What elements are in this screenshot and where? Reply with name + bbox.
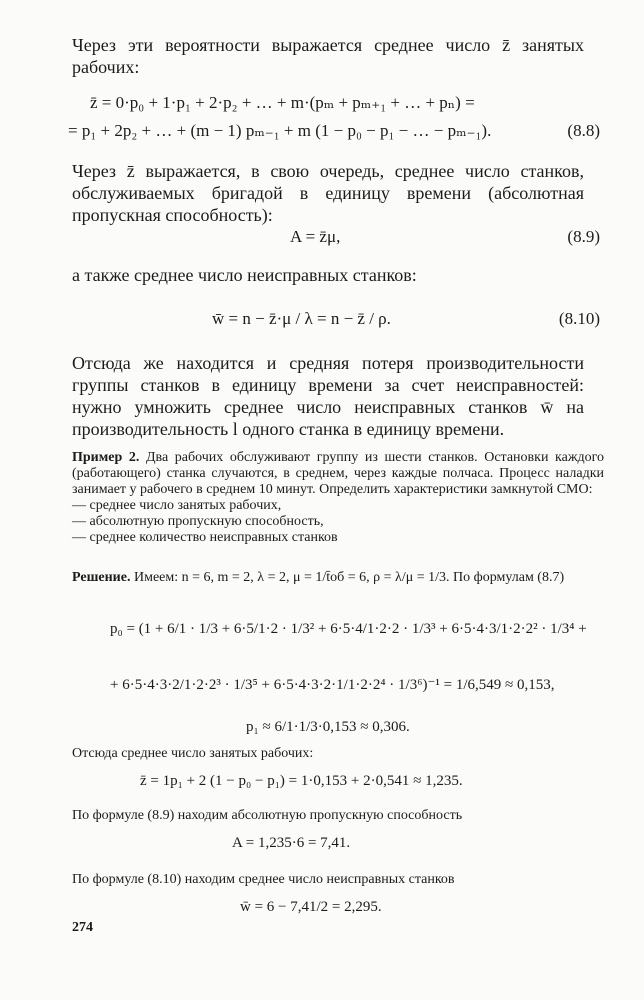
example-label: Пример 2. bbox=[72, 450, 140, 465]
formula-p0-line-2: + 6·5·4·3·2/1·2·2³ · 1/3⁵ + 6·5·4·3·2·1/1·2·2⁴ · 1/3⁶)⁻¹ = 1/6,549 ≈ 0,153, bbox=[110, 677, 555, 693]
formula-z-line-1: z̄ = 0·p₀ + 1·p₁ + 2·p₂ + … + m·(pₘ + pₘ₊₁ + … + pₙ) = bbox=[90, 93, 475, 112]
equation-number-8-8: (8.8) bbox=[567, 121, 600, 140]
formula-p0-line-1: p₀ = (1 + 6/1 · 1/3 + 6·5/1·2 · 1/3² + 6·5·4/1·2·2 · 1/3³ + 6·5·4·3/1·2·2² · 1/3⁴ + bbox=[110, 621, 587, 637]
formula-w: w̄ = n − z̄·μ / λ = n − z̄ / ρ. bbox=[212, 309, 391, 328]
solution-text: Имеем: n = 6, m = 2, λ = 2, μ = 1/t̄об = 6, ρ = λ/μ = 1/3. По формулам (8.7) bbox=[133, 570, 565, 585]
paragraph-faulty-machines: а также среднее число неисправных станков: bbox=[72, 265, 417, 285]
example-item-3: — среднее количество неисправных станков bbox=[72, 530, 338, 545]
example-item-1: — среднее число занятых рабочих, bbox=[72, 498, 282, 513]
example-text: Два рабочих обслуживают группу из шести станков. Остановки каждого (работающего) станка случаются, в среднем, через каждые полчаса. Процесс наладки занимает у рабочего в среднем 10 минут. Определить характеристики замкнутой СМО: bbox=[72, 450, 605, 497]
result-z-intro: Отсюда среднее число занятых рабочих: bbox=[72, 746, 314, 761]
formula-result-w: w̄ = 6 − 7,41/2 = 2,295. bbox=[240, 899, 382, 915]
solution bbox=[72, 570, 604, 586]
example-item-2: — абсолютную пропускную способность, bbox=[72, 514, 324, 529]
formula-result-A: A = 1,235·6 = 7,41. bbox=[232, 835, 351, 851]
equation-number-8-10: (8.10) bbox=[558, 309, 600, 328]
intro-paragraph: Через эти вероятности выражается среднее число z̄ занятых рабочих: bbox=[72, 35, 584, 77]
solution-label: Решение. bbox=[72, 570, 131, 585]
formula-A: A = z̄μ, bbox=[290, 227, 341, 246]
result-w-intro: По формуле (8.10) находим среднее число неисправных станков bbox=[72, 872, 455, 887]
equation-number-8-9: (8.9) bbox=[567, 227, 600, 246]
result-A-intro: По формуле (8.9) находим абсолютную пропускную способность bbox=[72, 808, 463, 823]
example-2 bbox=[72, 450, 604, 546]
formula-z-line-2: = p₁ + 2p₂ + … + (m − 1) pₘ₋₁ + m (1 − p₀ − p₁ − … − pₘ₋₁). bbox=[68, 121, 492, 140]
page-number: 274 bbox=[72, 920, 93, 935]
paragraph-productivity-loss: Отсюда же находится и средняя потеря производительности группы станков в единицу времени за счет неисправностей: нужно умножить среднее число неисправных станков w̄ на производительность l одного станка в единицу времени. bbox=[72, 353, 584, 439]
paragraph-through-z: Через z̄ выражается, в свою очередь, среднее число станков, обслуживаемых бригадой в единицу времени (абсолютная пропускная способность): bbox=[72, 161, 584, 225]
formula-p1: p₁ ≈ 6/1·1/3·0,153 ≈ 0,306. bbox=[246, 719, 410, 735]
formula-result-z: z̄ = 1p₁ + 2 (1 − p₀ − p₁) = 1·0,153 + 2·0,541 ≈ 1,235. bbox=[140, 773, 463, 789]
